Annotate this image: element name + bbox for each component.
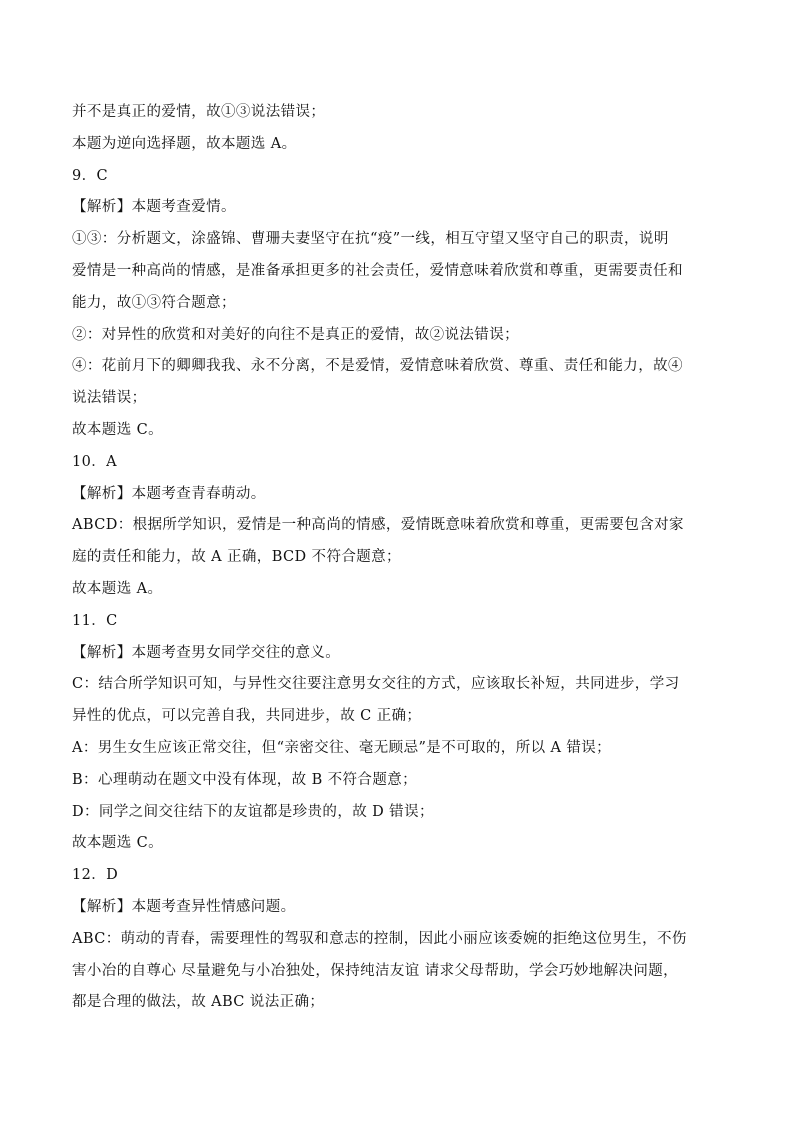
text-line: 故本题选 A。 [72,580,163,597]
text-line: ABCD：根据所学知识，爱情是一种高尚的情感，爱情既意味着欣赏和尊重，更需要包含对家 [72,517,684,534]
analysis-heading: 【解析】本题考查异性情感问题。 [72,898,296,915]
text-line: A：男生女生应该正常交往，但“亲密交往、毫无顾忌”是不可取的，所以 A 错误； [72,739,612,756]
text-line: C：结合所学知识可知，与异性交往要注意男女交往的方式，应该取长补短，共同进步，学习 [72,676,680,693]
analysis-heading: 【解析】本题考查爱情。 [72,199,236,216]
answer-document [72,97,728,1019]
text-line: ②：对异性的欣赏和对美好的向往不是真正的爱情，故②说法错误； [72,326,519,343]
text-line: 异性的优点，可以完善自我，共同进步，故 C 正确； [72,708,422,725]
text-line: 庭的责任和能力，故 A 正确，BCD 不符合题意； [72,549,401,566]
question-number: 11．C [72,612,118,629]
text-line: 能力，故①③符合题意； [72,294,236,311]
text-line: 并不是真正的爱情，故①③说法错误； [72,104,326,120]
text-line: ④：花前月下的卿卿我我、永不分离，不是爱情，爱情意味着欣赏、尊重、责任和能力，故④ [72,358,683,375]
question-number: 9．C [72,167,109,184]
text-line: 害小冶的自尊心 尽量避免与小冶独处，保持纯洁友谊 请求父母帮助，学会巧妙地解决问题， [72,962,679,979]
text-line: 本题为逆向选择题，故本题选 A。 [72,135,297,152]
text-line: D：同学之间交往结下的友谊都是珍贵的，故 D 错误； [72,803,434,820]
analysis-heading: 【解析】本题考查男女同学交往的意义。 [72,644,341,661]
text-line: ABC：萌动的青春，需要理性的驾驭和意志的控制，因此小丽应该委婉的拒绝这位男生，不伤 [72,930,687,947]
text-line: 爱情是一种高尚的情感，是准备承担更多的社会责任，爱情意味着欣赏和尊重，更需要责任和 [72,262,683,279]
question-number: 12．D [72,867,119,884]
text-line: ①③：分析题文，涂盛锦、曹珊夫妻坚守在抗“疫”一线，相互守望又坚守自己的职责，说明 [72,231,669,248]
question-number: 10．A [72,453,118,470]
text-line: 故本题选 C。 [72,421,164,438]
analysis-heading: 【解析】本题考查青春萌动。 [72,485,266,502]
text-line: 说法错误； [72,390,147,407]
text-line: 都是合理的做法，故 ABC 说法正确； [72,994,325,1011]
text-line: B：心理萌动在题文中没有体现，故 B 不符合题意； [72,771,418,788]
text-line: 故本题选 C。 [72,835,164,852]
